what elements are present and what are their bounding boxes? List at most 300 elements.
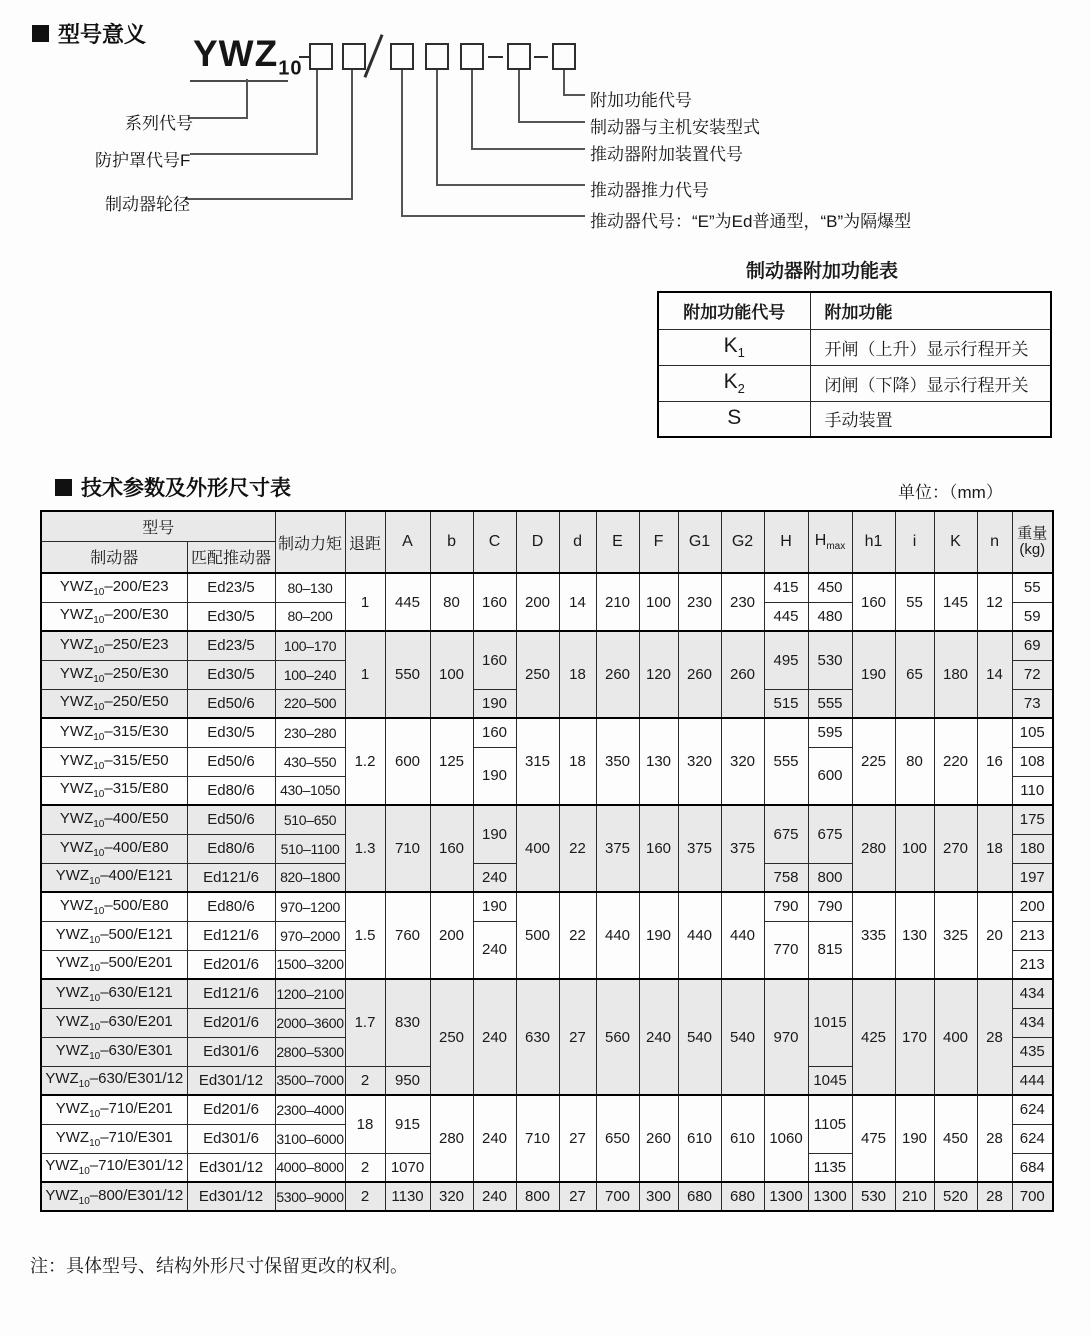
spec-cell: 280 [852,805,895,892]
spec-cell: 790 [808,892,852,921]
spec-cell: $YWZ_{10}-315/E80$ [41,776,187,805]
col-header: i [895,511,934,573]
spec-cell: 14 [977,631,1012,718]
spec-cell: 1060 [764,1095,808,1182]
code-box-7 [552,43,576,70]
spec-cell: 440 [596,892,639,979]
spec-cell: 240 [473,979,516,1095]
spec-cell: $YWZ_{10}-250/E23$ [41,631,187,660]
spec-cell: $YWZ_{10}-500/E121$ [41,921,187,950]
spec-cell: 830 [385,979,430,1066]
spec-cell: 160 [852,573,895,631]
spec-cell: $YWZ_{10}-710/E301/12$ [41,1153,187,1182]
spec-cell: Ed30/5 [187,602,275,631]
spec-cell: 2800–5300 [275,1037,345,1066]
spec-cell: 12 [977,573,1012,631]
spec-cell: 300 [639,1182,678,1211]
spec-cell: 510–650 [275,805,345,834]
spec-cell: 190 [473,892,516,921]
spec-cell: 440 [678,892,721,979]
function-desc-cell: 手动装置 [810,401,1051,437]
spec-cell: 624 [1012,1095,1053,1124]
spec-cell: 80 [430,573,473,631]
spec-cell: 80–130 [275,573,345,602]
spec-cell: 335 [852,892,895,979]
function-table [657,291,1052,438]
thruster-header: 匹配推动器 [187,541,275,573]
spec-cell: 480 [808,602,852,631]
spec-cell: 475 [852,1095,895,1182]
spec-header-row-1 [41,511,1053,541]
spec-cell: 320 [430,1182,473,1211]
spec-cell: 28 [977,979,1012,1095]
spec-cell: 950 [385,1066,430,1095]
col-header: C [473,511,516,573]
function-table-row [658,329,1051,365]
spec-cell: 560 [596,979,639,1095]
spec-table-row [41,805,1053,834]
spec-cell: $YWZ_{10}-630/E301$ [41,1037,187,1066]
spec-table-row [41,892,1053,921]
col-header: h1 [852,511,895,573]
spec-cell: 5300–9000 [275,1182,345,1211]
slash [363,34,383,78]
spec-cell: 2000–3600 [275,1008,345,1037]
spec-cell: 375 [678,805,721,892]
code-box-3 [390,43,414,70]
function-desc-cell: 闭闸（下降）显示行程开关 [810,365,1051,401]
spec-cell: $YWZ_{10}-200/E23$ [41,573,187,602]
label-attachment-code: 推动器附加装置代号 [590,145,743,164]
spec-cell: 145 [934,573,977,631]
label-series-code: 系列代号 [125,114,193,133]
spec-cell: 710 [385,805,430,892]
spec-cell: 495 [764,631,808,689]
code-box-4 [425,43,449,70]
spec-cell: 27 [559,1095,596,1182]
spec-cell: Ed301/12 [187,1066,275,1095]
spec-cell: 425 [852,979,895,1095]
spec-cell: $YWZ_{10}-200/E30$ [41,602,187,631]
spec-cell: Ed121/6 [187,863,275,892]
function-table-row [658,365,1051,401]
spec-cell: 1300 [764,1182,808,1211]
spec-cell: 225 [852,718,895,805]
spec-cell: 2 [345,1182,385,1211]
spec-cell: 530 [852,1182,895,1211]
spec-cell: 200 [430,892,473,979]
spec-cell: 260 [596,631,639,718]
spec-cell: 100 [639,573,678,631]
spec-cell: 375 [596,805,639,892]
spec-cell: 190 [473,689,516,718]
spec-cell: 610 [721,1095,764,1182]
spec-cell: 125 [430,718,473,805]
col-header: E [596,511,639,573]
spec-cell: 105 [1012,718,1053,747]
spec-cell: 770 [764,921,808,979]
function-code-cell: $K_1$ [658,329,810,365]
spec-cell: 1.5 [345,892,385,979]
spec-cell: 434 [1012,979,1053,1008]
spec-cell: 72 [1012,660,1053,689]
spec-cell: 210 [895,1182,934,1211]
spec-cell: 220 [934,718,977,805]
col-header-hmax: $H_{max}$ [808,511,852,573]
spec-cell: 710 [516,1095,559,1182]
spec-cell: 700 [1012,1182,1053,1211]
spec-cell: 240 [639,979,678,1095]
spec-cell: 18 [559,718,596,805]
spec-cell: $YWZ_{10}-800/E301/12$ [41,1182,187,1211]
section-title-text: 型号意义 [58,22,147,47]
model-code-text: $YWZ_{10}$ [193,33,303,80]
spec-cell: 240 [473,1095,516,1182]
spec-cell: 190 [895,1095,934,1182]
function-code-cell: $K_2$ [658,365,810,401]
spec-cell: 175 [1012,805,1053,834]
spec-cell: 700 [596,1182,639,1211]
spec-cell: 800 [516,1182,559,1211]
spec-table-body [41,573,1053,1211]
spec-cell: 160 [473,631,516,689]
function-table-title: 制动器附加功能表 [746,261,899,282]
spec-cell: $YWZ_{10}-500/E80$ [41,892,187,921]
spec-cell: 260 [721,631,764,718]
spec-cell: 200 [1012,892,1053,921]
spec-cell: 240 [473,921,516,979]
dash [299,56,309,58]
col-header: b [430,511,473,573]
spec-cell: 675 [764,805,808,863]
spec-cell: 434 [1012,1008,1053,1037]
spec-cell: 1500–3200 [275,950,345,979]
spec-cell: 240 [473,1182,516,1211]
spec-cell: 55 [895,573,934,631]
spec-table-row [41,979,1053,1008]
spec-cell: 540 [678,979,721,1095]
code-box-6 [507,43,531,70]
spec-cell: $YWZ_{10}-400/E121$ [41,863,187,892]
spec-cell: 69 [1012,631,1053,660]
spec-cell: Ed121/6 [187,979,275,1008]
spec-cell: 110 [1012,776,1053,805]
spec-cell: 260 [678,631,721,718]
spec-cell: 130 [639,718,678,805]
spec-cell: 4000–8000 [275,1153,345,1182]
spec-cell: Ed23/5 [187,631,275,660]
section-title-text: 技术参数及外形尺寸表 [81,477,291,500]
spec-cell: Ed121/6 [187,921,275,950]
spec-cell: 213 [1012,950,1053,979]
spec-cell: $YWZ_{10}-710/E201$ [41,1095,187,1124]
spec-cell: 213 [1012,921,1053,950]
spec-cell: 445 [764,602,808,631]
label-shield-code: 防护罩代号F [95,151,191,170]
spec-cell: 18 [345,1095,385,1153]
spec-cell: 3100–6000 [275,1124,345,1153]
spec-cell: 108 [1012,747,1053,776]
spec-cell: $YWZ_{10}-630/E201$ [41,1008,187,1037]
spec-cell: 1070 [385,1153,430,1182]
spec-cell: Ed301/6 [187,1037,275,1066]
spec-cell: 595 [808,718,852,747]
spec-cell: 520 [934,1182,977,1211]
spec-cell: $YWZ_{10}-630/E301/12$ [41,1066,187,1095]
spec-cell: 680 [678,1182,721,1211]
spec-cell: Ed201/6 [187,1008,275,1037]
col-header: A [385,511,430,573]
spec-cell: 28 [977,1095,1012,1182]
spec-cell: 400 [516,805,559,892]
spec-cell: 760 [385,892,430,979]
spec-cell: 650 [596,1095,639,1182]
section-title-spec [55,472,291,502]
col-header: d [559,511,596,573]
spec-cell: 600 [385,718,430,805]
spec-cell: 180 [1012,834,1053,863]
spec-cell: 160 [430,805,473,892]
spec-cell: 2 [345,1066,385,1095]
spec-table-row [41,573,1053,602]
label-mounting-type: 制动器与主机安装型式 [590,118,760,137]
spec-cell: $YWZ_{10}-250/E50$ [41,689,187,718]
spec-cell: Ed50/6 [187,689,275,718]
unit-label: 单位：（mm） [898,483,1003,502]
spec-cell: 435 [1012,1037,1053,1066]
spec-cell: 450 [808,573,852,602]
spec-cell: 1 [345,573,385,631]
spec-cell: Ed50/6 [187,747,275,776]
spec-cell: 100 [430,631,473,718]
spec-cell: 18 [977,805,1012,892]
spec-cell: 250 [430,979,473,1095]
spec-cell: Ed301/6 [187,1124,275,1153]
spec-table-row [41,1182,1053,1211]
function-header: 附加功能 [810,292,1051,329]
spec-cell: 80–200 [275,602,345,631]
spec-cell: 970 [764,979,808,1095]
spec-cell: 18 [559,631,596,718]
col-header: F [639,511,678,573]
spec-cell: 320 [678,718,721,805]
spec-cell: 680 [721,1182,764,1211]
label-thrust-code: 推动器推力代号 [590,181,709,200]
label-wheel-diameter: 制动器轮径 [105,195,190,214]
spec-cell: 1015 [808,979,852,1066]
spec-cell: 250 [516,631,559,718]
spec-cell: Ed301/12 [187,1153,275,1182]
spec-cell: 22 [559,805,596,892]
spec-cell: 1.3 [345,805,385,892]
spec-cell: 820–1800 [275,863,345,892]
spec-cell: 65 [895,631,934,718]
function-table-header-row [658,292,1051,329]
spec-cell: 630 [516,979,559,1095]
torque-header: 制动力矩 [275,511,345,573]
spec-cell: 260 [639,1095,678,1182]
spec-cell: 540 [721,979,764,1095]
spec-cell: 280 [430,1095,473,1182]
spec-cell: 73 [1012,689,1053,718]
spec-cell: 190 [473,747,516,805]
spec-cell: 28 [977,1182,1012,1211]
spec-cell: 415 [764,573,808,602]
spec-cell: 180 [934,631,977,718]
spec-cell: 27 [559,979,596,1095]
col-header: G1 [678,511,721,573]
spec-table [40,510,1054,1212]
spec-cell: $YWZ_{10}-315/E50$ [41,747,187,776]
spec-cell: 3500–7000 [275,1066,345,1095]
function-table-row [658,401,1051,437]
spec-cell: 2300–4000 [275,1095,345,1124]
label-thruster-code: 推动器代号：“E”为Ed普通型，“B”为隔爆型 [590,212,912,231]
spec-cell: 190 [639,892,678,979]
spec-cell: 55 [1012,573,1053,602]
black-square-icon [55,479,72,496]
spec-cell: 445 [385,573,430,631]
spec-cell: 790 [764,892,808,921]
footnote: 注：具体型号、结构外形尺寸保留更改的权利。 [30,1256,408,1276]
col-header: n [977,511,1012,573]
col-header: D [516,511,559,573]
spec-cell: 1105 [808,1095,852,1153]
spec-cell: 120 [639,631,678,718]
spec-cell: 600 [808,747,852,805]
col-header: K [934,511,977,573]
spec-cell: 2 [345,1153,385,1182]
spec-cell: 610 [678,1095,721,1182]
spec-cell: 130 [895,892,934,979]
spec-cell: 190 [852,631,895,718]
spec-cell: 16 [977,718,1012,805]
code-box-2 [342,43,366,70]
spec-cell: 1.2 [345,718,385,805]
spec-cell: 1045 [808,1066,852,1095]
label-function-code: 附加功能代号 [590,91,692,110]
spec-cell: 325 [934,892,977,979]
spec-cell: 1 [345,631,385,718]
spec-cell: 100 [895,805,934,892]
spec-cell: 22 [559,892,596,979]
spec-cell: Ed80/6 [187,834,275,863]
spec-cell: 20 [977,892,1012,979]
spec-cell: 1200–2100 [275,979,345,1008]
spec-cell: 624 [1012,1124,1053,1153]
spec-table-row [41,718,1053,747]
spec-cell: $YWZ_{10}-315/E30$ [41,718,187,747]
function-code-header: 附加功能代号 [658,292,810,329]
spec-cell: Ed80/6 [187,776,275,805]
model-designation-diagram [0,0,1091,245]
weight-header: 重量 (kg) [1012,511,1053,573]
spec-cell: $YWZ_{10}-250/E30$ [41,660,187,689]
spec-cell: 190 [473,805,516,863]
spec-cell: Ed23/5 [187,573,275,602]
connector-thruster-code [401,70,585,217]
spec-cell: 230–280 [275,718,345,747]
spec-cell: 815 [808,921,852,979]
spec-cell: 550 [385,631,430,718]
spec-cell: 430–550 [275,747,345,776]
col-header: G2 [721,511,764,573]
spec-cell: 27 [559,1182,596,1211]
spec-cell: 970–2000 [275,921,345,950]
spec-table-row [41,631,1053,660]
spec-cell: 210 [596,573,639,631]
spec-cell: $YWZ_{10}-710/E301$ [41,1124,187,1153]
spec-cell: 440 [721,892,764,979]
spec-cell: 555 [764,718,808,805]
spec-table-row [41,1095,1053,1124]
spec-cell: 270 [934,805,977,892]
spec-cell: 800 [808,863,852,892]
spec-cell: 230 [721,573,764,631]
spec-cell: 500 [516,892,559,979]
spec-cell: Ed50/6 [187,805,275,834]
spec-cell: 59 [1012,602,1053,631]
spec-cell: 1135 [808,1153,852,1182]
spec-cell: 444 [1012,1066,1053,1095]
spec-cell: Ed30/5 [187,718,275,747]
spec-cell: 197 [1012,863,1053,892]
spec-cell: 230 [678,573,721,631]
spec-cell: 450 [934,1095,977,1182]
spec-cell: 160 [473,718,516,747]
spec-cell: 100–240 [275,660,345,689]
brake-header: 制动器 [41,541,187,573]
spec-cell: 915 [385,1095,430,1153]
col-header: 退距 [345,511,385,573]
spec-cell: $YWZ_{10}-400/E50$ [41,805,187,834]
spec-cell: $YWZ_{10}-630/E121$ [41,979,187,1008]
model-group-header: 型号 [41,511,275,541]
spec-cell: Ed30/5 [187,660,275,689]
spec-cell: 510–1100 [275,834,345,863]
code-box-5 [460,43,484,70]
connector-wheel [185,70,353,200]
spec-cell: 684 [1012,1153,1053,1182]
spec-cell: 315 [516,718,559,805]
function-code-cell: S [658,401,810,437]
spec-cell: 515 [764,689,808,718]
dash [488,56,503,58]
function-desc-cell: 开闸（上升）显示行程开关 [810,329,1051,365]
spec-cell: 200 [516,573,559,631]
spec-cell: 430–1050 [275,776,345,805]
spec-cell: Ed201/6 [187,1095,275,1124]
spec-cell: 1130 [385,1182,430,1211]
spec-cell: 14 [559,573,596,631]
spec-cell: Ed201/6 [187,950,275,979]
spec-cell: 555 [808,689,852,718]
spec-cell: 220–500 [275,689,345,718]
spec-cell: Ed80/6 [187,892,275,921]
spec-cell: 970–1200 [275,892,345,921]
spec-cell: Ed301/12 [187,1182,275,1211]
spec-cell: 1.7 [345,979,385,1066]
code-box-1 [309,43,333,70]
spec-cell: 675 [808,805,852,863]
spec-cell: 1300 [808,1182,852,1211]
spec-cell: 400 [934,979,977,1095]
spec-cell: 160 [639,805,678,892]
spec-cell: 375 [721,805,764,892]
spec-cell: 160 [473,573,516,631]
spec-cell: 240 [473,863,516,892]
spec-cell: $YWZ_{10}-500/E201$ [41,950,187,979]
